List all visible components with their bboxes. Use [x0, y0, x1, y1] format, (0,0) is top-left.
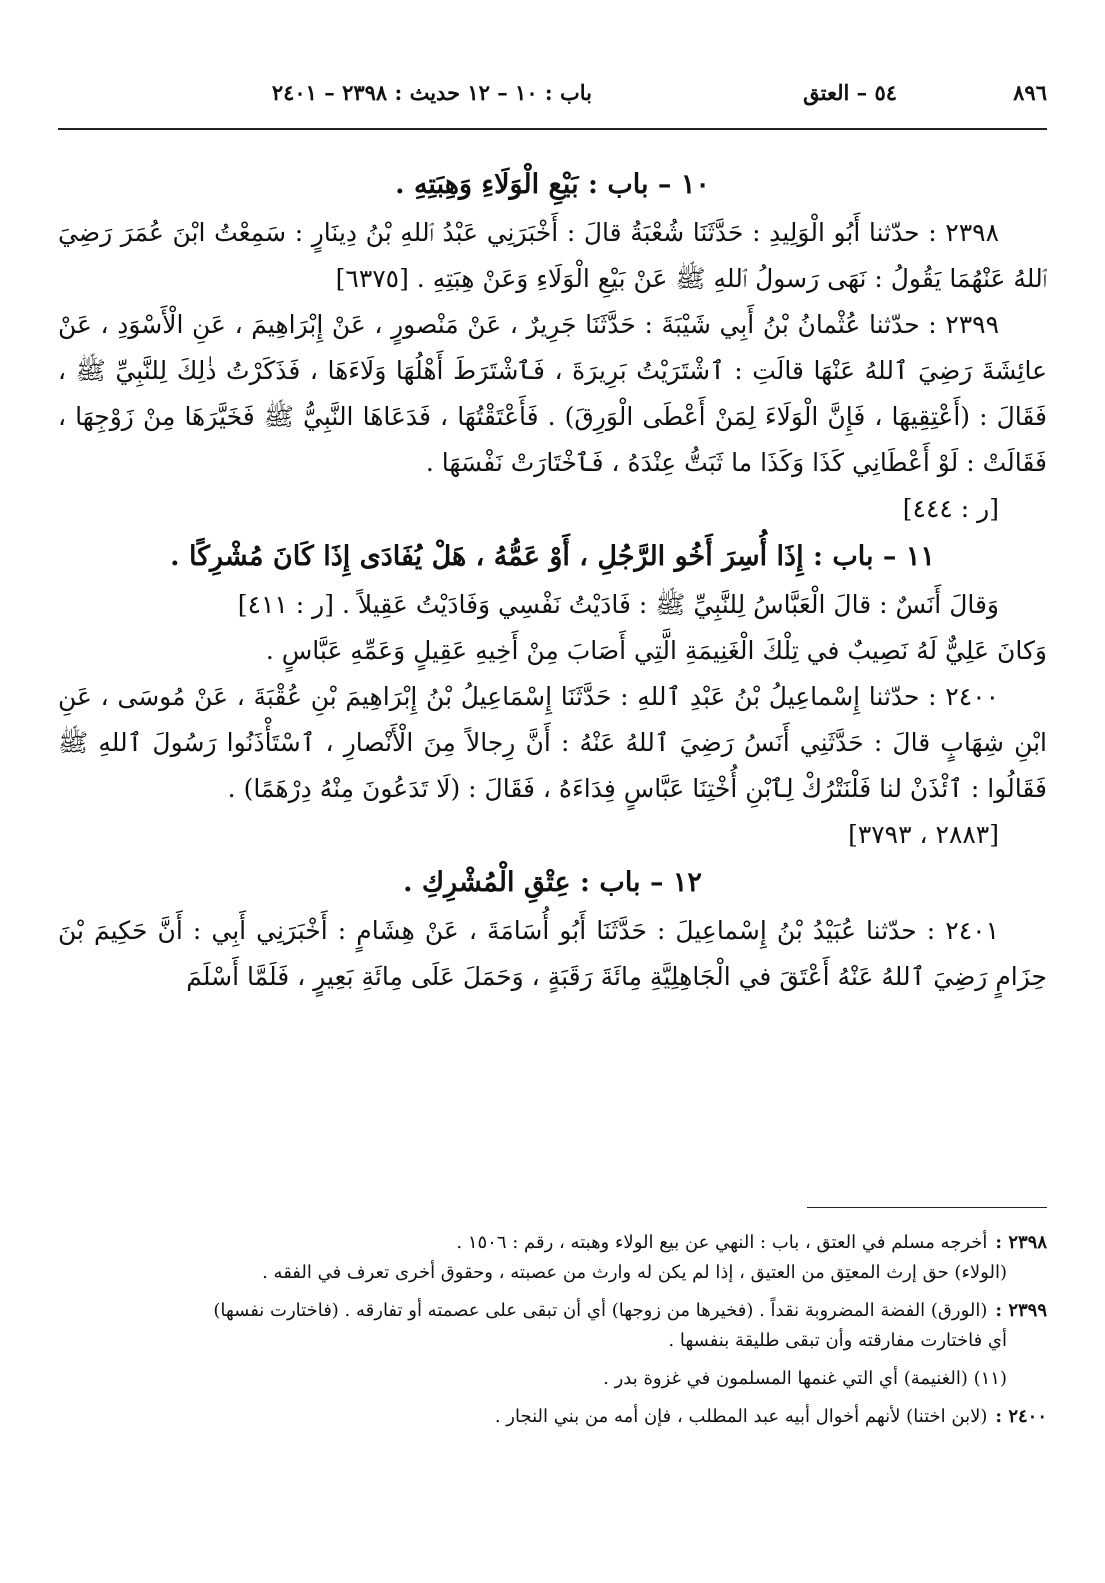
- chapter-heading: ١١ – باب : إِذَا أُسِرَ أَخُو الرَّجُلِ ، أَوْ عَمُّهُ ، هَلْ يُفَادَى إِذَا كَانَ مُشْرِكًا .: [170, 541, 935, 572]
- chapter-heading: ١٢ – باب : عِتْقِ الْمُشْرِكِ .: [403, 867, 702, 898]
- cross-reference: [ر : ٤٤٤]: [902, 494, 999, 523]
- book-title: ٥٤ – العتق: [803, 80, 897, 105]
- footnote-number: ٢٣٩٨ :: [995, 1232, 1047, 1253]
- cross-reference: [٢٨٨٣ ، ٣٧٩٣]: [848, 820, 999, 849]
- hadith-paragraph: ٢٤٠٠ : حدّثنا إِسْماعِيلُ بْنُ عَبْدِ ٱللهِ : حَدَّثَنَا إِسْمَاعِيلُ بْنُ إِبْرَاهِيمَ بْنِ عُقْبَةَ ، عَنْ مُوسَى ، عَنِ ابْنِ شِهَابٍ قالَ : حَدَّثَنِي أَنَسُ رَضِيَ ٱللهُ عَنْهُ : أَنَّ رِجالاً مِنَ الْأَنْصارِ ، ٱسْتَأْذَنُوا رَسُولَ ٱللهِ ﷺ فَقَالُوا : ٱئْذَنْ لنا فَلْنَتْرُكْ لِٱبْنِ أُخْتِنَا عَبَّاسٍ فِدَاءَهُ ، فَقَالَ : (لَا تَدَعُونَ مِنْهُ دِرْهَمًا) .: [58, 682, 1047, 803]
- hadith-paragraph: ٢٣٩٩ : حدّثنا عُثْمانُ بْنُ أَبِي شَيْبَةَ : حَدَّثَنَا جَرِيرٌ ، عَنْ مَنْصورٍ ، عَنْ إِبْرَاهِيمَ ، عَنِ الْأَسْوَدِ ، عَنْ عائِشَةَ رَضِيَ ٱللهُ عَنْهَا قالَتِ : ٱشْتَرَيْتُ بَرِيرَةَ ، فَٱشْتَرَطَ أَهْلُهَا وَلَاءَهَا ، فَذَكَرْتُ ذٰلِكَ لِلنَّبِيِّ ﷺ ، فَقَالَ : (أَعْتِقِيهَا ، فَإِنَّ الْوَلَاءَ لِمَنْ أَعْطَى الْوَرِقَ) . فَأَعْتَقْتُهَا ، فَدَعَاهَا النَّبِيُّ ﷺ فَخَيَّرَهَا مِنْ زَوْجِهَا ، فَقَالَتْ : لَوْ أَعْطَانِي كَذَا وَكَذَا ما ثَبَتُّ عِنْدَهُ ، فَٱخْتَارَتْ نَفْسَهَا .: [58, 310, 1047, 477]
- chapter-heading: ١٠ – باب : بَيْعِ الْوَلَاءِ وَهِبَتِهِ .: [395, 169, 710, 200]
- hadith-paragraph: ٢٣٩٨ : حدّثنا أَبُو الْوَلِيدِ : حَدَّثَنَا شُعْبَةُ قالَ : أَخْبَرَنِي عَبْدُ ٱللهِ بْنُ دِينَارٍ : سَمِعْتُ ابْنَ عُمَرَ رَضِيَ ٱللهُ عَنْهُمَا يَقُولُ : نَهَى رَسولُ ٱللهِ ﷺ عَنْ بَيْعِ الْوَلَاءِ وَعَنْ هِبَتِهِ . [٦٣٧٥]: [58, 218, 1047, 293]
- page-number: ٨٩٦: [1013, 80, 1047, 105]
- footnote: [58, 1402, 1047, 1432]
- footnote-text: (الورق) الفضة المضروبة نقداً . (فخيرها من زوجها) أي أن تبقى على عصمته أو تفارقه . (فاختارت نفسها): [213, 1300, 988, 1321]
- footnotes: [58, 1228, 1047, 1440]
- narration-paragraph: وَقالَ أَنَسٌ : قالَ الْعَبَّاسُ لِلنَّبِيِّ ﷺ : فَادَيْتُ نَفْسِي وَفَادَيْتُ عَقِيلاً . [ر : ٤١١]: [237, 590, 999, 619]
- header-divider: [58, 128, 1047, 130]
- footnote: [58, 1296, 1047, 1356]
- footnote-divider: [807, 1207, 1047, 1208]
- footnote: [58, 1228, 1047, 1288]
- footnote: [58, 1364, 1047, 1394]
- chapter-hadith-range: باب : ١٠ – ١٢ حديث : ٢٣٩٨ – ٢٤٠١: [271, 80, 592, 105]
- footnote-text: (لابن اختنا) لأنهم أخوال أبيه عبد المطلب ، فإن أمه من بني النجار .: [494, 1406, 988, 1427]
- footnote-number: ٢٤٠٠ :: [995, 1406, 1047, 1427]
- footnote-text: أخرجه مسلم في العتق ، باب : النهي عن بيع الولاء وهبته ، رقم : ١٥٠٦ .: [456, 1232, 988, 1253]
- footnote-text: (١١) (الغنيمة) أي التي غنمها المسلمون في غزوة بدر .: [603, 1368, 1007, 1389]
- main-text: [58, 160, 1047, 1000]
- footnote-continuation: أي فاختارت مفارقته وأن تبقى طليقة بنفسها .: [668, 1330, 1007, 1351]
- hadith-paragraph: ٢٤٠١ : حدّثنا عُبَيْدُ بْنُ إِسْماعِيلَ : حَدَّثَنَا أَبُو أُسَامَةَ ، عَنْ هِشَامٍ : أَخْبَرَنِي أَبِي : أَنَّ حَكِيمَ بْنَ حِزَامٍ رَضِيَ ٱللهُ عَنْهُ أَعْتَقَ في الْجَاهِلِيَّةِ مِائَةَ رَقَبَةٍ ، وَحَمَلَ عَلَى مِائَةِ بَعِيرٍ ، فَلَمَّا أَسْلَمَ: [58, 916, 1047, 991]
- footnote-number: ٢٣٩٩ :: [995, 1300, 1047, 1321]
- running-header: [58, 76, 1047, 116]
- footnote-continuation: (الولاء) حق إرث المعتِق من العتيق ، إذا لم يكن له وارث من عصبته ، وحقوق أخرى تعرف في الفقه .: [262, 1262, 1007, 1283]
- narration-paragraph: وَكانَ عَلِيٌّ لَهُ نَصِيبٌ في تِلْكَ الْغَنِيمَةِ الَّتِي أَصَابَ مِنْ أَخِيهِ عَقِيلٍ وَعَمِّهِ عَبَّاسٍ .: [265, 636, 1047, 665]
